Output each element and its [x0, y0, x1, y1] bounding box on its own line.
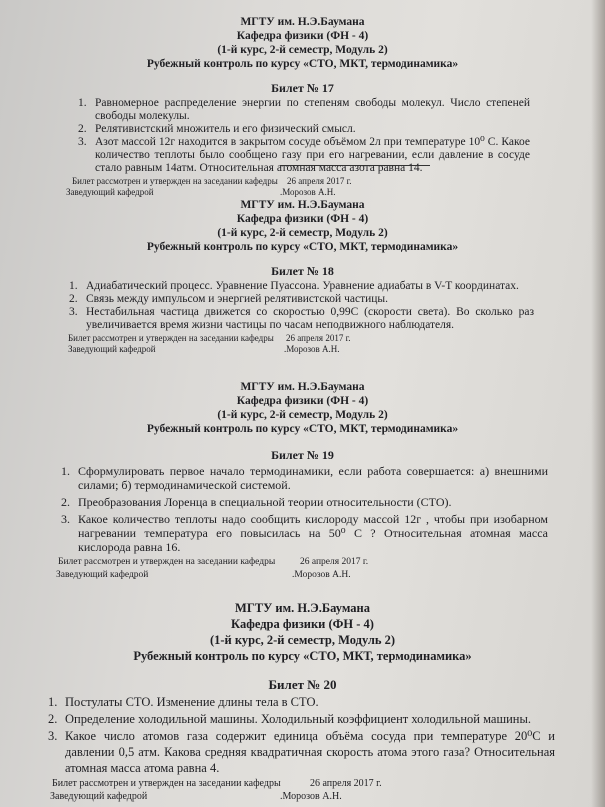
ticket-title: Билет № 20 — [268, 677, 337, 692]
question-item: 2. Определение холодильной машины. Холодильный коэффициент холодильной машины. — [48, 712, 531, 726]
question-list — [69, 280, 534, 332]
question-item: 3. Азот массой 12г находится в закрытом сосуде объёмом 2л при температуре 10⁰ С. Какое количество теплоты было сообщено газу при его нагревании, если давление в сосуде стало равным 14атм. Относительная атомная масса азота равна 14. — [78, 136, 530, 174]
university-name: МГТУ им. Н.Э.Баумана — [240, 199, 365, 211]
approval-line: Билет рассмотрен и утвержден на заседании кафедры 26 апреля 2017 г. — [72, 176, 352, 186]
university-name: МГТУ им. Н.Э.Баумана — [235, 601, 370, 615]
question-list — [78, 97, 530, 175]
department-name: Кафедра физики (ФН - 4) — [236, 395, 369, 407]
approval-line: Билет рассмотрен и утвержден на заседании кафедры 26 апреля 2017 г. — [58, 557, 369, 567]
head-line: Заведующий кафедрой .Морозов А.Н. — [66, 187, 336, 197]
ticket-title: Билет № 19 — [271, 448, 334, 462]
ticket-17 — [0, 15, 605, 197]
ticket-19 — [0, 380, 605, 582]
ticket-18 — [0, 198, 605, 354]
control-title: Рубежный контроль по курсу «СТО, МКТ, термодинамика» — [146, 241, 459, 253]
control-title: Рубежный контроль по курсу «СТО, МКТ, термодинамика» — [146, 423, 459, 435]
approval-line: Билет рассмотрен и утвержден на заседании кафедры 26 апреля 2017 г. — [52, 778, 382, 789]
ticket-title: Билет № 18 — [271, 264, 334, 278]
department-name: Кафедра физики (ФН - 4) — [231, 617, 374, 631]
ticket-20 — [0, 600, 605, 803]
university-name: МГТУ им. Н.Э.Баумана — [240, 381, 365, 393]
control-title: Рубежный контроль по курсу «СТО, МКТ, термодинамика» — [146, 58, 459, 70]
question-item: 3. Какое количество теплоты надо сообщить кислороду массой 12г , чтобы при изобарном нагревании температура его повысилась на 50⁰ С ? Относительная атомная масса кислорода равна 16. — [61, 512, 548, 554]
question-item: 2. Преобразования Лоренца в специальной теории относительности (СТО). — [61, 495, 452, 509]
question-item: 2. Связь между импульсом и энергией релятивистской частицы. — [69, 293, 389, 305]
question-list — [48, 694, 555, 776]
question-item: 2. Релятивистский множитель и его физический смысл. — [78, 123, 356, 135]
question-item: 3. Какое число атомов газа содержит единица объёма сосуда при температуре 20⁰С и давлении 0,5 атм. Какова средняя квадратичная скорость атома этого газа? Относительная атомная масса атома равна 4. — [48, 729, 555, 775]
head-line: Заведующий кафедрой .Морозов А.Н. — [68, 344, 340, 354]
question-item: 1. Адиабатический процесс. Уравнение Пуассона. Уравнение адиабаты в V-T координатах. — [69, 280, 519, 292]
page-shadow — [591, 0, 605, 807]
question-item: 1. Равномерное распределение энергии по степеням свободы молекул. Число степеней свободы молекулы. — [78, 97, 530, 122]
course-info: (1-й курс, 2-й семестр, Модуль 2) — [217, 409, 388, 421]
approval-line: Билет рассмотрен и утвержден на заседании кафедры 26 апреля 2017 г. — [68, 333, 351, 343]
head-line: Заведующий кафедрой .Морозов А.Н. — [50, 791, 342, 802]
control-title: Рубежный контроль по курсу «СТО, МКТ, термодинамика» — [133, 649, 472, 663]
question-item: 3. Нестабильная частица движется со скоростью 0,99С (скорости света). Во сколько раз увеличивается время жизни частицы по часам неподвижного наблюдателя. — [69, 306, 534, 331]
course-info: (1-й курс, 2-й семестр, Модуль 2) — [217, 227, 388, 239]
course-info: (1-й курс, 2-й семестр, Модуль 2) — [217, 44, 388, 56]
divider-line — [280, 165, 430, 166]
question-item: 1. Сформулировать первое начало термодинамики, если работа совершается: а) внешними силами; б) термодинамической системой. — [61, 464, 548, 492]
department-name: Кафедра физики (ФН - 4) — [236, 213, 369, 225]
ticket-title: Билет № 17 — [271, 81, 334, 95]
department-name: Кафедра физики (ФН - 4) — [236, 30, 369, 42]
head-line: Заведующий кафедрой .Морозов А.Н. — [56, 570, 351, 580]
university-name: МГТУ им. Н.Э.Баумана — [240, 16, 365, 28]
question-list — [61, 464, 548, 554]
course-info: (1-й курс, 2-й семестр, Модуль 2) — [209, 633, 396, 647]
question-item: 1. Постулаты СТО. Изменение длины тела в СТО. — [48, 695, 319, 709]
